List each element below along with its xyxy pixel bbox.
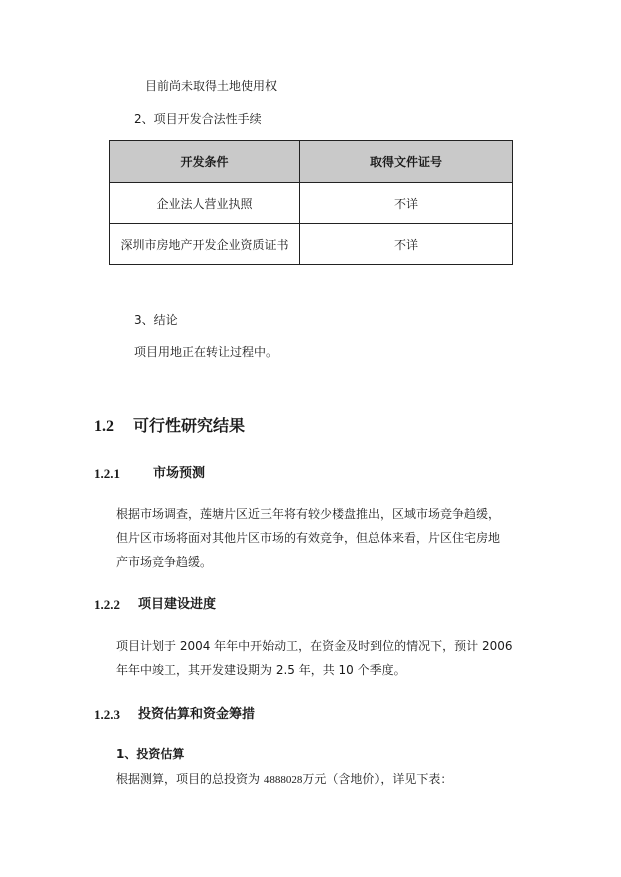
item-2-heading: 2、项目开发合法性手续 [134, 112, 262, 126]
section-1-2-1-title: 市场预测 [153, 466, 206, 481]
table-row [110, 183, 513, 224]
subheading-investment-estimate: 1、投资估算 [116, 747, 185, 761]
table-header-document: 取得文件证号 [300, 141, 513, 183]
table-row [110, 224, 513, 265]
table-header-row [110, 141, 513, 183]
investment-text-before: 根据测算，项目的总投资为 [116, 772, 264, 786]
table-cell: 企业法人营业执照 [110, 183, 300, 224]
section-1-2-1-number: 1.2.1 [94, 466, 120, 481]
table-cell: 不详 [300, 224, 513, 265]
paragraph-line: 项目计划于 2004 年年中开始动工，在资金及时到位的情况下，预计 2006 [116, 639, 513, 653]
intro-line: 目前尚未取得土地使用权 [145, 79, 278, 93]
development-table [109, 140, 513, 265]
section-1-2-title: 可行性研究结果 [133, 416, 246, 435]
section-1-2-3-title: 投资估算和资金筹措 [138, 707, 256, 722]
section-1-2-3-number: 1.2.3 [94, 707, 120, 722]
paragraph-line: 年年中竣工，其开发建设期为 2.5 年，共 10 个季度。 [116, 663, 406, 677]
section-1-2-number: 1.2 [94, 418, 114, 435]
paragraph-line: 产市场竞争趋缓。 [116, 555, 213, 569]
investment-line [116, 771, 452, 788]
section-1-2-2-number: 1.2.2 [94, 597, 120, 612]
paragraph-line: 根据市场调查，莲塘片区近三年将有较少楼盘推出，区域市场竞争趋缓， [116, 507, 501, 521]
table-cell: 不详 [300, 183, 513, 224]
investment-amount: 4888028 [263, 774, 303, 786]
item-3-heading: 3、结论 [134, 313, 178, 327]
conclusion-text: 项目用地正在转让过程中。 [134, 345, 279, 359]
investment-text-after: 万元（含地价），详见下表： [302, 772, 453, 786]
table-cell: 深圳市房地产开发企业资质证书 [110, 224, 300, 265]
section-1-2-2-title: 项目建设进度 [138, 597, 217, 612]
paragraph-line: 但片区市场将面对其他片区市场的有效竞争，但总体来看，片区住宅房地 [116, 531, 501, 545]
table-header-condition: 开发条件 [110, 141, 300, 183]
